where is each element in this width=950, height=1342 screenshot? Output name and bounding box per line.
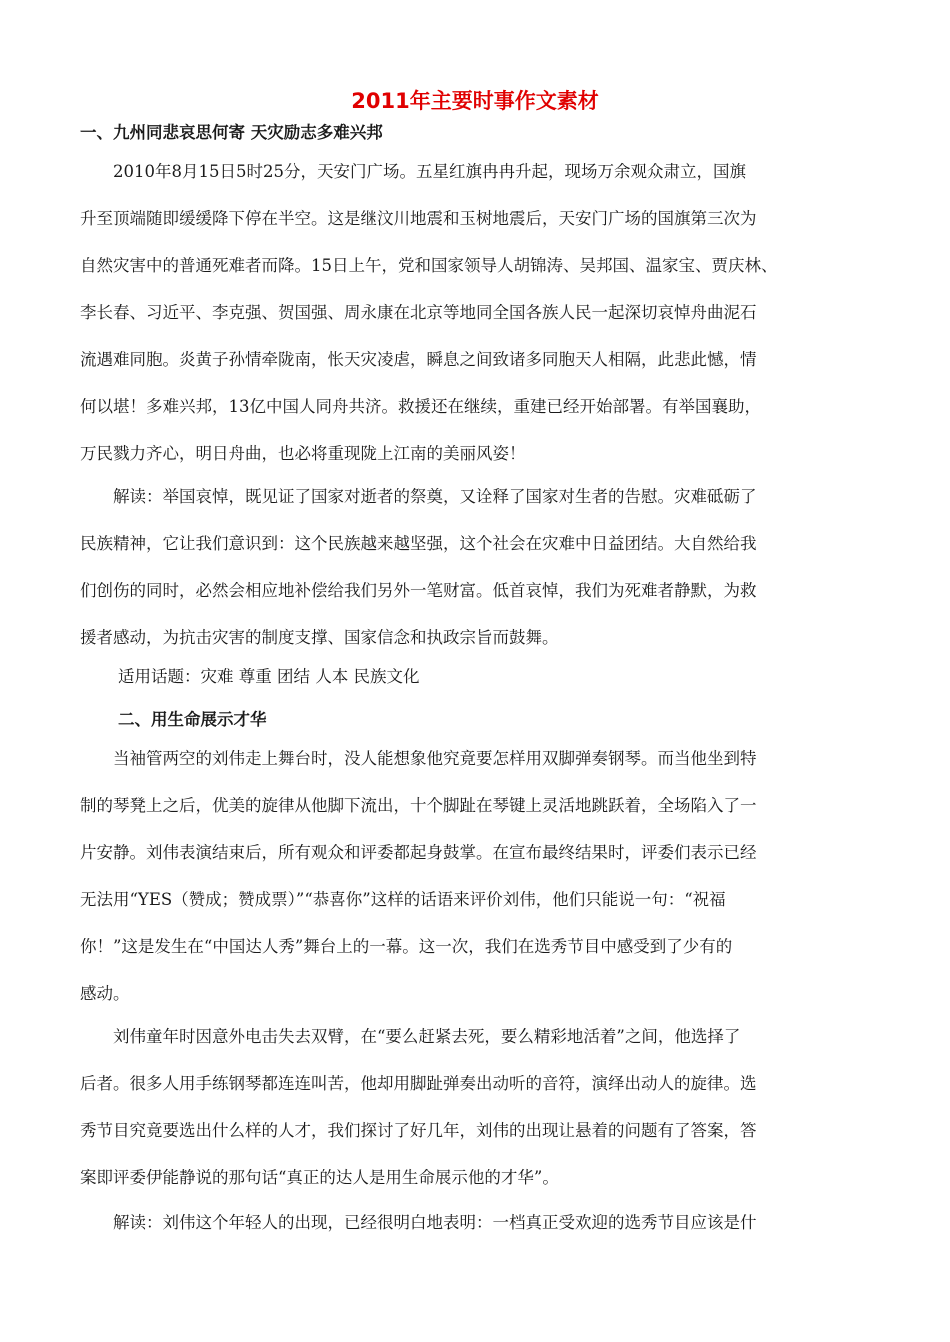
text-line: 解读：刘伟这个年轻人的出现，已经很明白地表明：一档真正受欢迎的选秀节目应该是什 [80,1213,757,1232]
section-1-paragraph-2 [80,473,880,661]
text-line: 后者。很多人用手练钢琴都连连叫苦，他却用脚趾弹奏出动听的音符，演绎出动人的旋律。选 [80,1074,757,1093]
text-line: 当袖管两空的刘伟走上舞台时，没人能想象他究竟要怎样用双脚弹奏钢琴。而当他坐到特 [80,749,757,768]
section-1-topics: 适用话题：灾难 尊重 团结 人本 民族文化 [118,667,420,686]
section-1-paragraph-1 [80,148,880,477]
text-line: 们创伤的同时，必然会相应地补偿给我们另外一笔财富。低首哀悼，我们为死难者静默，为救 [80,581,757,600]
text-line: 升至顶端随即缓缓降下停在半空。这是继汶川地震和玉树地震后，天安门广场的国旗第三次为 [80,209,757,228]
text-line: 片安静。刘伟表演结束后，所有观众和评委都起身鼓掌。在宣布最终结果时，评委们表示已经 [80,843,757,862]
text-line: 万民戮力齐心，明日舟曲，也必将重现陇上江南的美丽风姿！ [80,444,526,463]
text-line: 自然灾害中的普通死难者而降。15日上午，党和国家领导人胡锦涛、吴邦国、温家宝、贾庆林、 [80,256,778,275]
section-2-paragraph-1 [80,735,880,1017]
text-line: 制的琴凳上之后，优美的旋律从他脚下流出，十个脚趾在琴键上灵活地跳跃着，全场陷入了一 [80,796,757,815]
text-line: 无法用“YES（赞成；赞成票）”“恭喜你”这样的话语来评价刘伟，他们只能说一句：“祝福 [80,890,726,909]
text-line: 秀节目究竟要选出什么样的人才，我们探讨了好几年，刘伟的出现让悬着的问题有了答案，答 [80,1121,757,1140]
text-line: 解读：举国哀悼，既见证了国家对逝者的祭奠，又诠释了国家对生者的告慰。灾难砥砺了 [80,487,757,506]
section-1-heading: 一、九州同悲哀思何寄 天灾励志多难兴邦 [80,123,383,142]
text-line: 李长春、习近平、李克强、贺国强、周永康在北京等地同全国各族人民一起深切哀悼舟曲泥石 [80,303,757,322]
text-line: 民族精神，它让我们意识到：这个民族越来越坚强，这个社会在灾难中日益团结。大自然给我 [80,534,757,553]
text-line: 流遇难同胞。炎黄子孙情牵陇南，怅天灾凌虐，瞬息之间致诸多同胞天人相隔，此悲此憾，情 [80,350,757,369]
document-title: 2011年主要时事作文素材 [351,89,599,113]
text-line: 案即评委伊能静说的那句话“真正的达人是用生命展示他的才华”。 [80,1168,559,1187]
text-line: 你！”这是发生在“中国达人秀”舞台上的一幕。这一次，我们在选秀节目中感受到了少有的 [80,937,733,956]
text-line: 感动。 [80,984,130,1003]
text-line: 何以堪！多难兴邦，13亿中国人同舟共济。救援还在继续，重建已经开始部署。有举国襄助， [80,397,761,416]
section-2-heading: 二、用生命展示才华 [118,710,267,729]
text-line: 援者感动，为抗击灾害的制度支撑、国家信念和执政宗旨而鼓舞。 [80,628,559,647]
section-2-paragraph-2 [80,1013,880,1201]
section-2-paragraph-3 [80,1199,880,1246]
text-line: 刘伟童年时因意外电击失去双臂，在“要么赶紧去死，要么精彩地活着”之间，他选择了 [80,1027,741,1046]
text-line: 2010年8月15日5时25分，天安门广场。五星红旗冉冉升起，现场万余观众肃立，国旗 [80,162,746,181]
